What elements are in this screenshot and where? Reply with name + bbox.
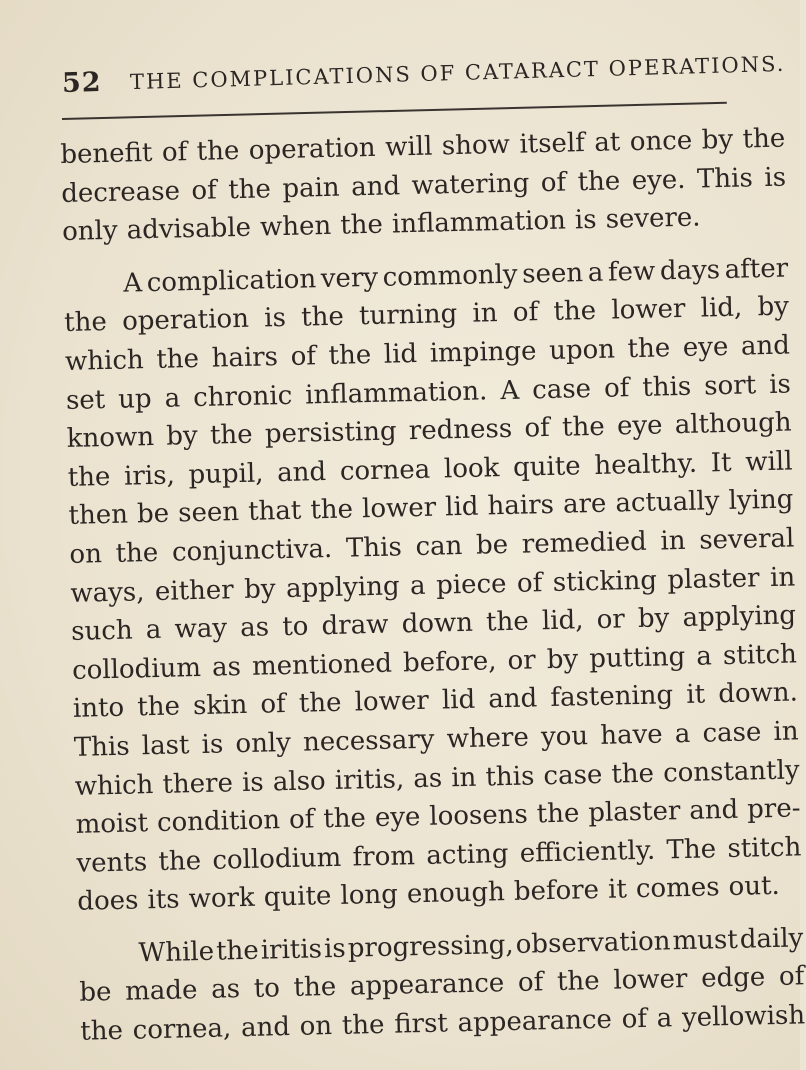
text-line: then be seen that the lower lid hairs are actually lying [68,484,794,532]
running-head [61,42,786,102]
text-line: decrease of the pain and watering of the eye. This is [60,162,787,209]
header-rule [62,102,727,120]
body-text [60,120,806,1052]
text-line: into the skin of the lower lid and fastening it down. [72,677,799,725]
paragraph-1 [60,120,787,252]
page-number: 52 [61,66,103,99]
paragraph-2 [63,249,803,921]
text-line: such a way as to draw down the lid, or by applying [70,600,797,647]
text-line: which the hairs of the lid impinge upon the eye and [64,330,791,377]
text-line: moist condition of the eye loosens the plaster and pre- [75,793,801,840]
text-line: only advisable when the inflammation is severe. [61,202,701,248]
text-line: A complication very commonly seen a few days after [123,253,789,299]
text-line: the iris, pupil, and cornea look quite healthy. It will [67,446,793,493]
paragraph-3 [78,919,805,1051]
text-line: known by the persisting redness of the eye although [66,407,792,455]
text-line: benefit of the operation will show itself at once by the [60,123,786,170]
text-line: vents the collodium from acting efficiently. The stitch [76,832,802,879]
text-line: collodium as mentioned before, or by putting a stitch [71,639,798,686]
text-line: set up a chronic inflammation. A case of this sort is [65,369,792,416]
text-line: the cornea, and on the first appearance of a yellowish [79,1000,806,1047]
text-line: be made as to the appearance of the lower edge of [79,961,805,1009]
text-line: which there is also iritis, as in this case the constantly [74,754,800,802]
text-line: This last is only necessary where you have a case in [73,716,799,763]
text-line: does its work quite long enough before it comes out. [77,871,781,918]
text-line: While the iritis is progressing, observation must daily [138,923,804,969]
running-title: THE COMPLICATIONS OF CATARACT OPERATIONS. [129,51,786,95]
text-line: on the conjunctiva. This can be remedied in several [69,523,795,570]
text-line: ways, either by applying a piece of sticking plaster in [70,561,796,609]
text-line: the operation is the turning in of the lower lid, by [63,291,790,339]
